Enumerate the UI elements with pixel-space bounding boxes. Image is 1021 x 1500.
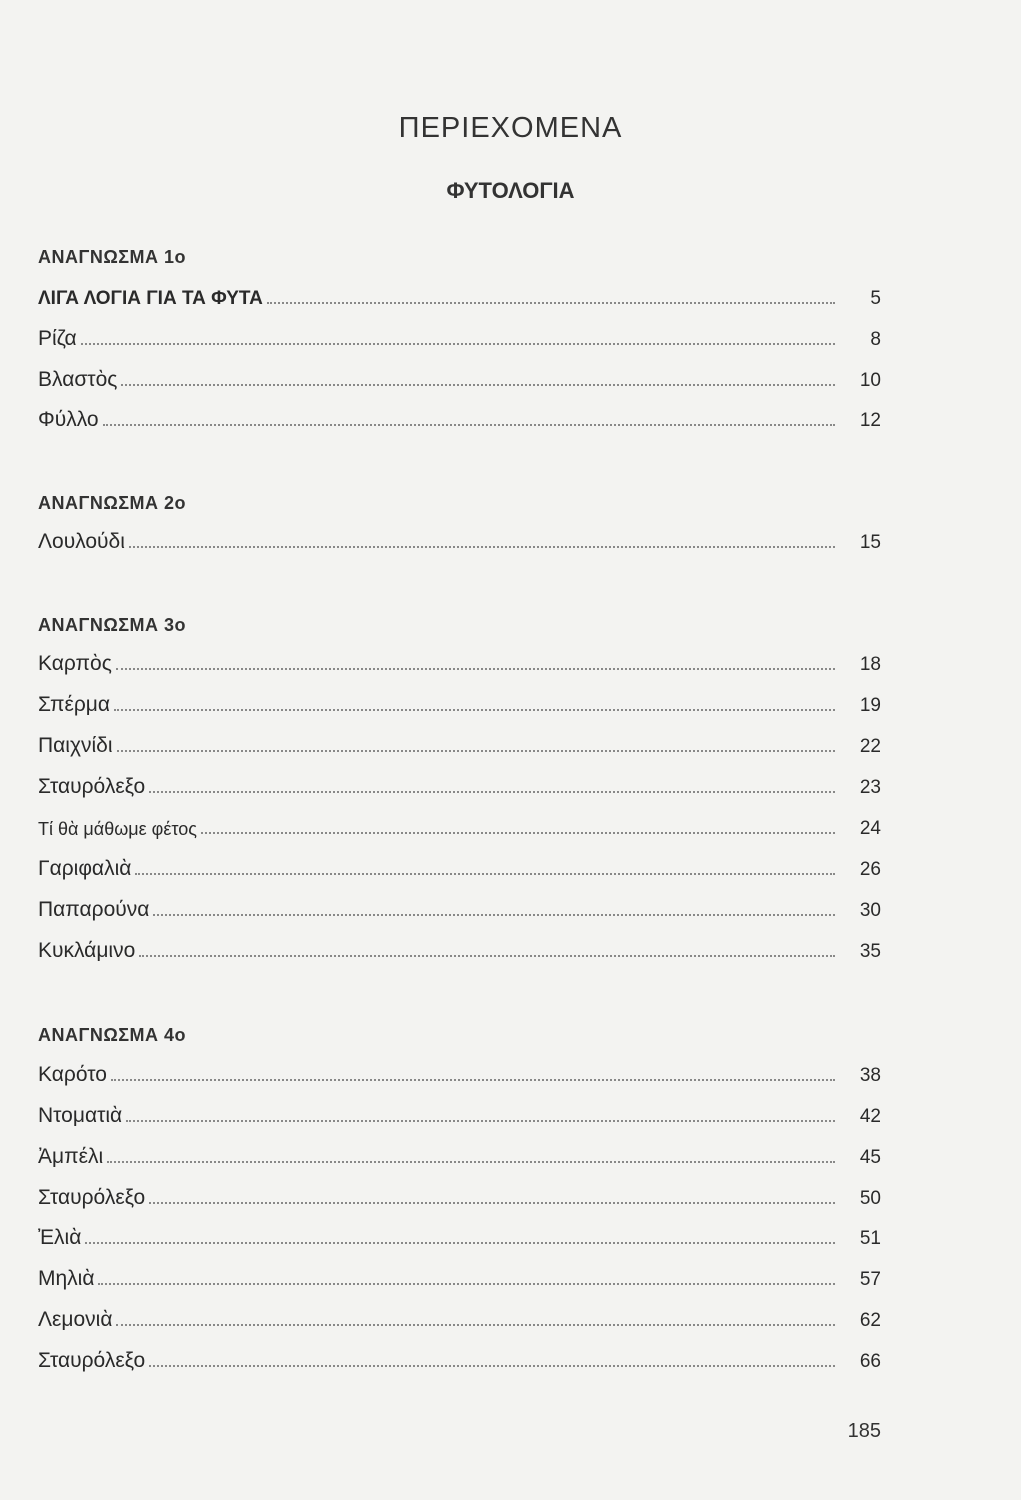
reading-header-3: ΑΝΑΓΝΩΣΜΑ 3ο: [38, 615, 187, 635]
toc-entry-title: Τί θὰ μάθωμε φέτος: [38, 819, 197, 839]
toc-entry-page: 15: [859, 532, 881, 553]
toc-entry: [38, 853, 881, 881]
toc-entry-title: Καρότο: [38, 1063, 107, 1086]
reading-header-1: ΑΝΑΓΝΩΣΜΑ 1ο: [38, 247, 187, 267]
toc-entry-page: 23: [859, 777, 881, 798]
toc-entry-title: Λουλούδι: [38, 530, 125, 553]
toc-entry-page: 22: [859, 736, 881, 757]
toc-entry-title: Καρπὸς: [38, 652, 112, 675]
toc-entry: [38, 1059, 881, 1087]
dot-leader: [103, 424, 835, 426]
dot-leader: [201, 832, 835, 834]
toc-entry-title: Ρίζα: [38, 327, 77, 350]
toc-entry-page: 10: [859, 370, 881, 391]
page-title: ΠΕΡΙΕΧΟΜΕΝΑ: [398, 112, 623, 144]
toc-entry-page: 19: [859, 695, 881, 716]
dot-leader: [116, 1324, 835, 1326]
toc-entry: [38, 1304, 881, 1332]
toc-entry-page: 42: [859, 1106, 881, 1127]
dot-leader: [149, 1202, 835, 1204]
dot-leader: [139, 955, 835, 957]
dot-leader: [121, 384, 835, 386]
toc-entry: [38, 526, 881, 554]
toc-entry-title: Ἀμπέλι: [38, 1145, 104, 1168]
dot-leader: [116, 668, 835, 670]
toc-entry: [38, 1263, 881, 1291]
dot-leader: [126, 1120, 835, 1122]
dot-leader: [85, 1242, 835, 1244]
toc-entry-page: 8: [870, 329, 881, 350]
toc-entry-title: Γαριφαλιὰ: [38, 857, 132, 880]
toc-entry-title: Σταυρόλεξο: [38, 775, 146, 798]
toc-entry: [38, 1182, 881, 1210]
dot-leader: [111, 1079, 835, 1081]
reading-header-2: ΑΝΑΓΝΩΣΜΑ 2ο: [38, 493, 187, 513]
dot-leader: [135, 873, 835, 875]
dot-leader: [267, 302, 835, 304]
toc-entry: [38, 648, 881, 676]
toc-entry-page: 26: [859, 859, 881, 880]
toc-entry-title: Ἐλιὰ: [38, 1226, 82, 1249]
toc-entry-page: 24: [859, 818, 881, 839]
dot-leader: [98, 1283, 835, 1285]
toc-entry-title: Λεμονιὰ: [38, 1308, 113, 1331]
toc-entry-page: 38: [859, 1065, 881, 1086]
toc-entry-page: 51: [859, 1228, 881, 1249]
toc-entry: [38, 1222, 881, 1250]
toc-entry: [38, 771, 881, 799]
dot-leader: [114, 709, 835, 711]
dot-leader: [149, 1365, 835, 1367]
toc-entry: [38, 689, 881, 717]
toc-entry: [38, 935, 881, 963]
dot-leader: [107, 1161, 835, 1163]
toc-entry: [38, 1100, 881, 1128]
toc-entry-page: 50: [859, 1188, 881, 1209]
reading-header-4: ΑΝΑΓΝΩΣΜΑ 4ο: [38, 1025, 187, 1045]
toc-entry-title: Μηλιὰ: [38, 1267, 95, 1290]
toc-entry-title: Ντοματιὰ: [38, 1104, 123, 1127]
toc-entry: [38, 730, 881, 758]
toc-entry-title: Παιχνίδι: [38, 734, 113, 757]
toc-entry: [38, 282, 881, 310]
toc-entry: [38, 404, 881, 432]
toc-entry-title: Σπέρμα: [38, 693, 111, 716]
toc-entry-page: 12: [859, 410, 881, 431]
dot-leader: [153, 914, 835, 916]
toc-entry: [38, 364, 881, 392]
toc-entry-title: Παπαρούνα: [38, 898, 150, 921]
section-title: ΦΥΤΟΛΟΓΙΑ: [446, 178, 575, 203]
toc-entry-page: 57: [859, 1269, 881, 1290]
toc-entry-page: 66: [859, 1351, 881, 1372]
dot-leader: [149, 791, 835, 793]
toc-entry-page: 18: [859, 654, 881, 675]
toc-entry: [38, 812, 881, 840]
page-number: 185: [847, 1420, 881, 1442]
dot-leader: [117, 750, 835, 752]
toc-entry-title: ΛΙΓΑ ΛΟΓΙΑ ΓΙΑ ΤΑ ΦΥΤΑ: [38, 288, 263, 309]
toc-entry-page: 35: [859, 941, 881, 962]
toc-entry-title: Σταυρόλεξο: [38, 1186, 146, 1209]
toc-entry-title: Κυκλάμινο: [38, 939, 136, 962]
toc-entry-page: 45: [859, 1147, 881, 1168]
dot-leader: [81, 343, 835, 345]
toc-entry-page: 62: [859, 1310, 881, 1331]
toc-entry-page: 5: [870, 288, 881, 309]
toc-entry: [38, 323, 881, 351]
dot-leader: [129, 546, 835, 548]
toc-entry-title: Σταυρόλεξο: [38, 1349, 146, 1372]
toc-entry: [38, 894, 881, 922]
toc-entry: [38, 1141, 881, 1169]
toc-entry-title: Βλαστὸς: [38, 368, 118, 391]
toc-entry-title: Φύλλο: [38, 408, 99, 431]
toc-entry: [38, 1345, 881, 1373]
toc-entry-page: 30: [859, 900, 881, 921]
